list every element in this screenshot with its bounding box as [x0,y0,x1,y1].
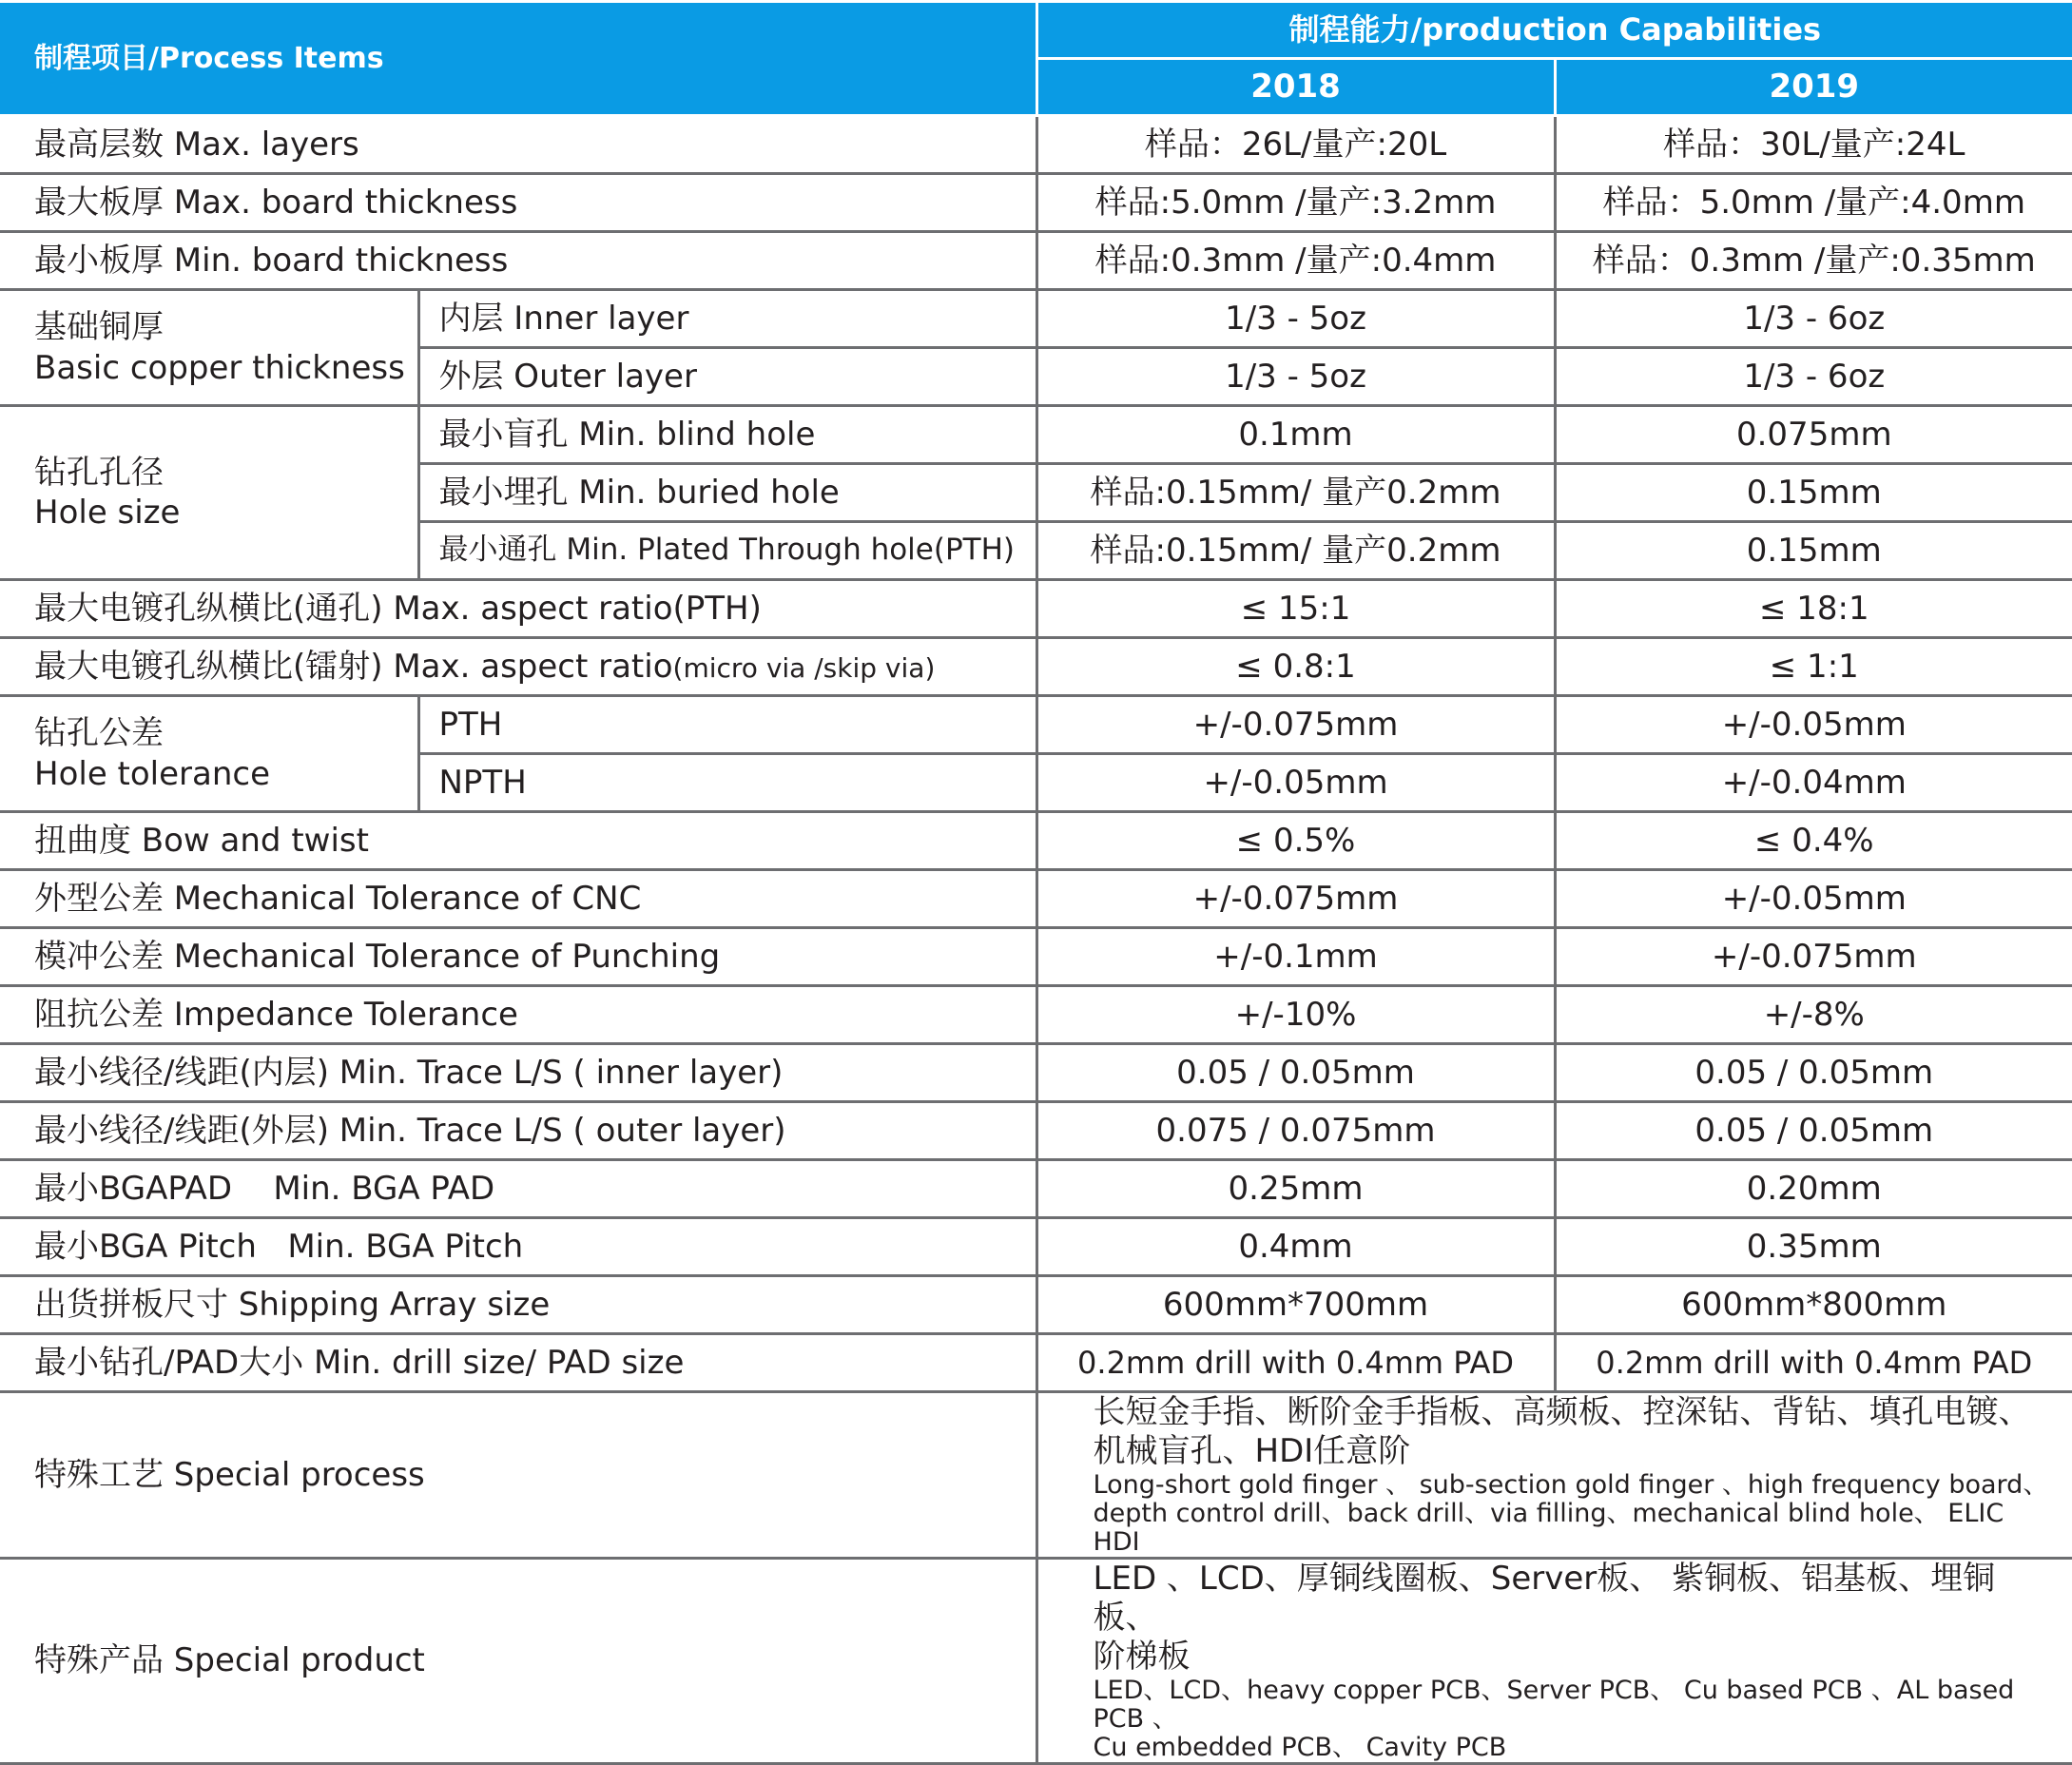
row-label: PTH [418,696,1036,754]
value-2018: 1/3 - 5oz [1036,290,1555,348]
special-process-zh-2: 机械盲孔、HDI任意阶 [1093,1431,1411,1470]
row-label: NPTH [418,754,1036,812]
value-2019: +/-0.05mm [1555,870,2072,928]
value-2018: 样品：26L/量产:20L [1036,116,1555,174]
special-product-en-2: Cu embedded PCB、 Cavity PCB [1093,1733,1507,1763]
table-row [0,1276,2072,1334]
value-2018: +/-0.075mm [1036,870,1555,928]
value-2018: 0.1mm [1036,406,1555,464]
value-2019: 样品：5.0mm /量产:4.0mm [1555,174,2072,232]
group-label-en: Hole tolerance [34,754,271,793]
value-2019: 0.35mm [1555,1218,2072,1276]
table-row [0,1218,2072,1276]
table-row [0,928,2072,986]
value-2018: 样品:5.0mm /量产:3.2mm [1036,174,1555,232]
value-2018: +/-0.075mm [1036,696,1555,754]
row-label: 最小BGAPAD Min. BGA PAD [0,1160,1036,1218]
value-2019: 样品：30L/量产:24L [1555,116,2072,174]
row-label: 最大电镀孔纵横比(通孔) Max. aspect ratio(PTH) [0,580,1036,638]
special-process-en-1: Long-short gold finger 、 sub-section gold finger 、high frequency board、 [1093,1469,2049,1500]
value-2019: 1/3 - 6oz [1555,290,2072,348]
group-label-copper [0,290,418,406]
value-2018: 0.4mm [1036,1218,1555,1276]
value-2018: 0.075 / 0.075mm [1036,1102,1555,1160]
value-2018: 0.2mm drill with 0.4mm PAD [1036,1334,1555,1392]
year-2018-header: 2018 [1036,59,1555,116]
row-label: 外型公差 Mechanical Tolerance of CNC [0,870,1036,928]
table-row [0,290,2072,348]
value-2019: 0.15mm [1555,464,2072,522]
value-2018: 样品:0.15mm/ 量产0.2mm [1036,464,1555,522]
value-2018: ≤ 0.8:1 [1036,638,1555,696]
value-2019: ≤ 18:1 [1555,580,2072,638]
value-2019: 0.075mm [1555,406,2072,464]
row-label: 最小通孔 Min. Plated Through hole(PTH) [418,522,1036,580]
value-2019: ≤ 1:1 [1555,638,2072,696]
group-label-hole-tolerance [0,696,418,812]
group-label-zh: 基础铜厚 [34,308,164,346]
row-label: 最大板厚 Max. board thickness [0,174,1036,232]
table-row [0,638,2072,696]
special-process-zh-1: 长短金手指、断阶金手指板、高频板、控深钻、背钻、填孔电镀、 [1093,1393,2031,1431]
value-2018: +/-0.1mm [1036,928,1555,986]
table-row [0,580,2072,638]
row-label: 最小线径/线距(内层) Min. Trace L/S ( inner layer) [0,1044,1036,1102]
value-2019: 0.05 / 0.05mm [1555,1102,2072,1160]
group-label-zh: 钻孔公差 [34,714,164,752]
special-product-en-1: LED、LCD、heavy copper PCB、Server PCB、 Cu based PCB 、AL based PCB 、 [1093,1675,2015,1734]
row-label: 出货拼板尺寸 Shipping Array size [0,1276,1036,1334]
row-label: 最小盲孔 Min. blind hole [418,406,1036,464]
value-2019: +/-8% [1555,986,2072,1044]
row-label: 内层 Inner layer [418,290,1036,348]
row-label: 模冲公差 Mechanical Tolerance of Punching [0,928,1036,986]
table-row [0,1392,2072,1559]
group-label-zh: 钻孔孔径 [34,453,164,492]
table-row [0,406,2072,464]
value-2018: ≤ 0.5% [1036,812,1555,870]
process-items-header: 制程项目/Process Items [0,2,1036,116]
value-2018: +/-10% [1036,986,1555,1044]
header-row-top [0,2,2072,59]
value-2019: ≤ 0.4% [1555,812,2072,870]
row-label-note: (micro via /skip via) [672,651,936,684]
value-2019: 0.05 / 0.05mm [1555,1044,2072,1102]
special-process-detail [1036,1392,2072,1559]
table-row [0,1044,2072,1102]
group-label-en: Hole size [34,494,181,532]
special-product-zh-1: LED 、LCD、厚铜线圈板、Server板、 紫铜板、铝基板、埋铜板、 [1093,1560,1996,1638]
value-2019: +/-0.075mm [1555,928,2072,986]
row-label: 最小板厚 Min. board thickness [0,232,1036,290]
value-2018: 样品:0.15mm/ 量产0.2mm [1036,522,1555,580]
value-2018: 0.05 / 0.05mm [1036,1044,1555,1102]
row-label: 最大电镀孔纵横比(镭射) Max. aspect ratio [34,647,673,686]
value-2018: 样品:0.3mm /量产:0.4mm [1036,232,1555,290]
special-product-detail [1036,1559,2072,1764]
value-2019: 0.2mm drill with 0.4mm PAD [1555,1334,2072,1392]
row-label: 最小钻孔/PAD大小 Min. drill size/ PAD size [0,1334,1036,1392]
row-label: 扭曲度 Bow and twist [0,812,1036,870]
table-row [0,870,2072,928]
table-row [0,696,2072,754]
row-label: 特殊产品 Special product [0,1559,1036,1764]
capabilities-header: 制程能力/production Capabilities [1036,2,2072,59]
row-label-aspect-micro [0,638,1036,696]
value-2018: +/-0.05mm [1036,754,1555,812]
value-2019: 0.20mm [1555,1160,2072,1218]
value-2019: 样品：0.3mm /量产:0.35mm [1555,232,2072,290]
value-2019: 600mm*800mm [1555,1276,2072,1334]
table-row [0,1160,2072,1218]
value-2018: 0.25mm [1036,1160,1555,1218]
special-process-en-2: depth control drill、back drill、via filling、mechanical blind hole、 ELIC HDI [1093,1498,2004,1558]
row-label: 特殊工艺 Special process [0,1392,1036,1559]
table-row [0,174,2072,232]
special-product-zh-2: 阶梯板 [1093,1637,1191,1676]
table-row [0,1102,2072,1160]
table-row [0,232,2072,290]
value-2019: +/-0.05mm [1555,696,2072,754]
value-2019: +/-0.04mm [1555,754,2072,812]
group-label-en: Basic copper thickness [34,348,405,387]
value-2018: 600mm*700mm [1036,1276,1555,1334]
row-label: 外层 Outer layer [418,348,1036,406]
year-2019-header: 2019 [1555,59,2072,116]
row-label: 阻抗公差 Impedance Tolerance [0,986,1036,1044]
table-row [0,116,2072,174]
value-2018: ≤ 15:1 [1036,580,1555,638]
group-label-hole-size [0,406,418,580]
row-label: 最小BGA Pitch Min. BGA Pitch [0,1218,1036,1276]
table-row [0,1559,2072,1764]
value-2018: 1/3 - 5oz [1036,348,1555,406]
table-row [0,812,2072,870]
table-row [0,1334,2072,1392]
row-label: 最小埋孔 Min. buried hole [418,464,1036,522]
value-2019: 1/3 - 6oz [1555,348,2072,406]
table-row [0,986,2072,1044]
row-label: 最小线径/线距(外层) Min. Trace L/S ( outer layer) [0,1102,1036,1160]
value-2019: 0.15mm [1555,522,2072,580]
row-label: 最高层数 Max. layers [0,116,1036,174]
